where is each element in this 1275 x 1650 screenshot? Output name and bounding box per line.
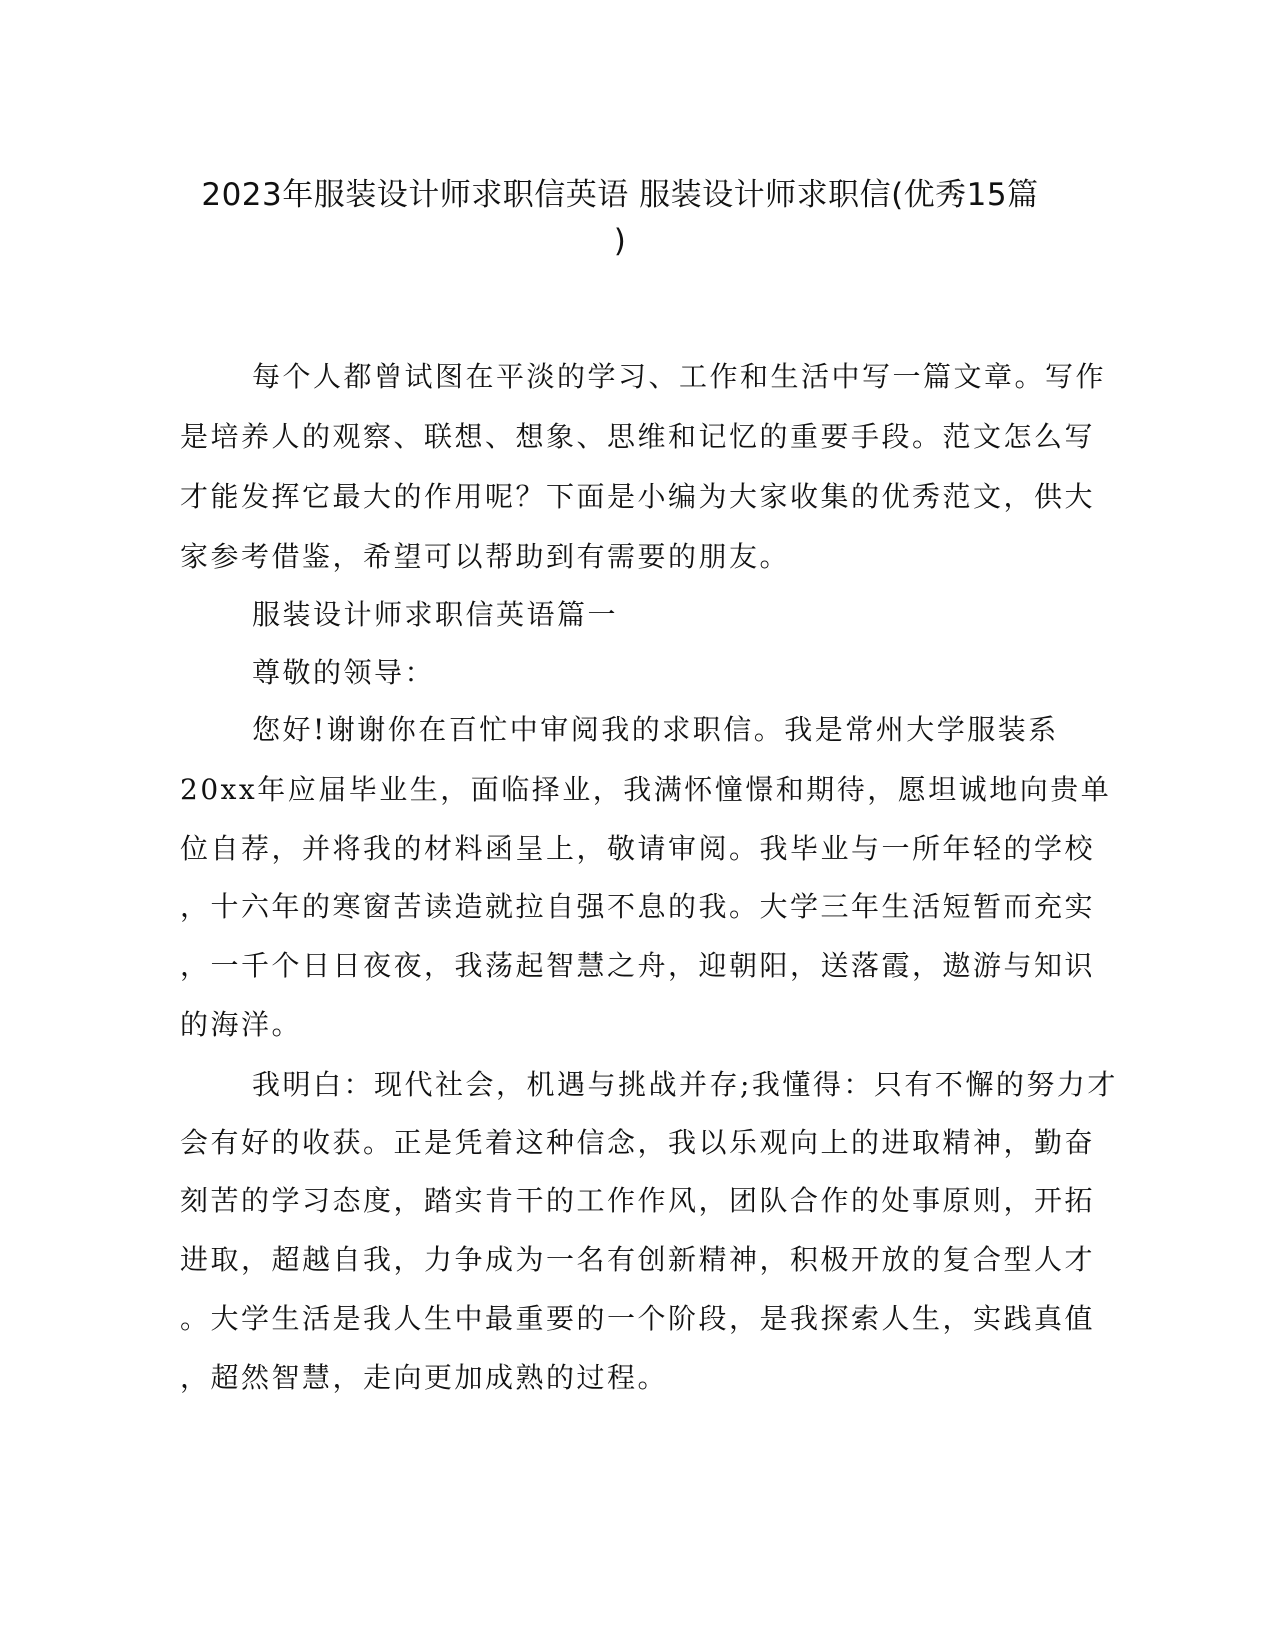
body-line: ，一千个日日夜夜，我荡起智慧之舟，迎朝阳，送落霞，遨游与知识 — [180, 949, 1096, 982]
body-line: 的海洋。 — [180, 1008, 303, 1041]
body-line: ，十六年的寒窗苦读造就拉自强不息的我。大学三年生活短暂而充实 — [180, 890, 1096, 923]
body-line: 20xx年应届毕业生，面临择业，我满怀憧憬和期待，愿坦诚地向贵单 — [180, 773, 1112, 806]
body-line: 。大学生活是我人生中最重要的一个阶段，是我探索人生，实践真值 — [180, 1302, 1096, 1335]
body-line: 我明白：现代社会，机遇与挑战并存;我懂得：只有不懈的努力才 — [252, 1068, 1118, 1101]
section-heading: 服装设计师求职信英语篇一 — [252, 598, 619, 631]
body-line: 是培养人的观察、联想、想象、思维和记忆的重要手段。范文怎么写 — [180, 420, 1096, 453]
body-line: 每个人都曾试图在平淡的学习、工作和生活中写一篇文章。写作 — [252, 360, 1107, 393]
title-line-1: 2023年服装设计师求职信英语 服装设计师求职信(优秀15篇 — [201, 177, 1039, 213]
body-line: 位自荐，并将我的材料函呈上，敬请审阅。我毕业与一所年轻的学校 — [180, 832, 1096, 865]
body-line: 会有好的收获。正是凭着这种信念，我以乐观向上的进取精神，勤奋 — [180, 1126, 1096, 1159]
body-line: 您好!谢谢你在百忙中审阅我的求职信。我是常州大学服装系 — [252, 713, 1059, 746]
title-line-2: ) — [613, 223, 627, 259]
body-line: ，超然智慧，走向更加成熟的过程。 — [180, 1361, 669, 1394]
document-title — [160, 172, 1080, 264]
body-line: 刻苦的学习态度，踏实肯干的工作作风，团队合作的处事原则，开拓 — [180, 1184, 1096, 1217]
body-line: 家参考借鉴，希望可以帮助到有需要的朋友。 — [180, 540, 791, 573]
body-line: 进取，超越自我，力争成为一名有创新精神，积极开放的复合型人才 — [180, 1243, 1096, 1276]
body-line: 才能发挥它最大的作用呢？下面是小编为大家收集的优秀范文，供大 — [180, 480, 1096, 513]
salutation: 尊敬的领导： — [252, 656, 436, 689]
